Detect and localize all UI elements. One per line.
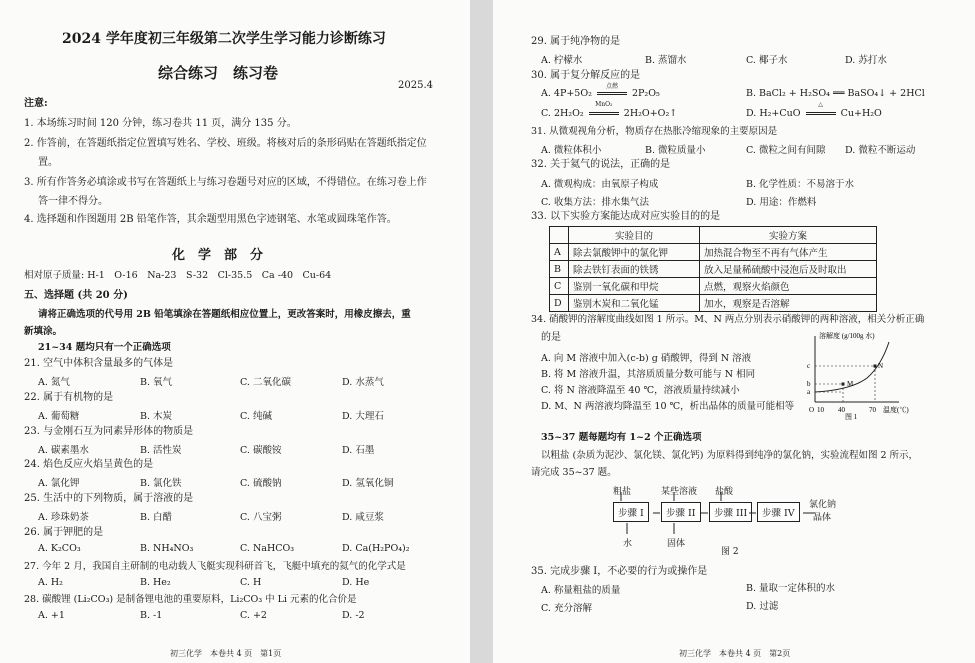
intro-text: 请完成 35~37 题。 [531, 467, 617, 478]
option-a: A. 柠檬水 [541, 55, 583, 66]
table-cell: 加水，观察是否溶解 [700, 295, 877, 312]
option-b: B. -1 [140, 610, 163, 621]
table-row [550, 295, 877, 312]
option-d: D. 微粒不断运动 [845, 145, 916, 156]
option-a: A. K₂CO₃ [38, 543, 81, 554]
point-n-marker [874, 365, 877, 368]
flow-arrows [605, 490, 825, 536]
option-c: C. H [240, 577, 262, 588]
option-b: B. 木炭 [140, 411, 173, 422]
part5-instruction: 请将正确选项的代号用 2B 铅笔填涂在答题纸相应位置上，更改答案时，用橡皮擦去，重 [38, 309, 411, 320]
option-b: B. 将 M 溶液升温，其溶质质量分数可能与 N 相同 [541, 369, 756, 380]
table-cell: 鉴别一氧化碳和甲烷 [569, 278, 700, 295]
question-stem: 34. 硝酸钾的溶解度曲线如图 1 所示。M、N 两点分别表示硝酸钾的两种溶液，相关分析正确 [531, 314, 925, 325]
point-n-label: N [878, 362, 884, 370]
option-b: B. 蒸馏水 [645, 55, 687, 66]
table-cell: 鉴别木炭和二氧化锰 [569, 295, 700, 312]
option-c: C. NaHCO₃ [240, 543, 295, 554]
flow-output-label: 水 [623, 539, 633, 549]
figure-caption: 图 1 [845, 413, 858, 420]
option-b: B. 化学性质：不易溶于水 [746, 179, 855, 190]
question-stem: 35. 完成步骤 I，不必要的行为或操作是 [531, 566, 708, 577]
figure-xlabel: 温度(℃) [883, 406, 909, 414]
option-a: A. 氮气 [38, 377, 70, 388]
notice-line: 答一律不得分。 [38, 196, 108, 207]
equation-reactants: A. 4P+5O₂ [541, 88, 592, 99]
x-tick-label: O [809, 406, 815, 414]
option-c: C. 将 N 溶液降温至 40 ℃，溶液质量持续减小 [541, 385, 740, 396]
question-stem: 22. 属于有机物的是 [24, 392, 114, 403]
table-cell: 除去氯酸钾中的氯化钾 [569, 244, 700, 261]
question-stem: 31. 从微观视角分析，物质存在热胀冷缩现象的主要原因是 [531, 126, 778, 137]
option-d: D. 水蒸气 [342, 377, 384, 388]
option-c: C. 充分溶解 [541, 603, 592, 614]
option-a [541, 83, 660, 99]
option-c: C. +2 [240, 610, 267, 621]
option-a: A. H₂ [38, 577, 63, 588]
table-header: 实验方案 [700, 227, 877, 244]
atomic-masses: 相对原子质量: H-1 O-16 Na-23 S-32 Cl-35.5 Ca -40 Cu-64 [24, 270, 332, 281]
question-stem: 24. 焰色反应火焰呈黄色的是 [24, 459, 154, 470]
table-cell: 放入足量稀硫酸中浸泡后及时取出 [700, 261, 877, 278]
option-c: C. 纯碱 [240, 411, 272, 422]
equation-reactants: D. H₂+CuO [746, 108, 801, 119]
option-c: C. 二氧化碳 [240, 377, 291, 388]
question-group-label: 35~37 题每题均有 1~2 个正确选项 [541, 432, 702, 443]
option-d: D. 用途：作燃料 [746, 197, 817, 208]
x-tick-label: 10 [817, 406, 824, 414]
option-b: B. 白醋 [140, 512, 173, 523]
reaction-condition: MnO₂ [595, 101, 613, 108]
reaction-condition: △ [818, 101, 823, 108]
exam-date: 2025.4 [398, 80, 433, 91]
question-stem: 的是 [541, 332, 561, 343]
page-footer: 初三化学 本卷共 4 页 第1页 [170, 649, 282, 658]
option-b: B. 微粒质量小 [645, 145, 706, 156]
notice-line: 置。 [38, 157, 58, 168]
x-tick-label: 70 [869, 406, 876, 414]
point-m-marker [842, 383, 845, 386]
reaction-condition: 点燃 [605, 83, 618, 90]
option-d: D. 苏打水 [845, 55, 887, 66]
option-b: B. 氧气 [140, 377, 173, 388]
question-group-label: 21~34 题均只有一个正确选项 [38, 342, 171, 353]
solubility-curve-figure [803, 328, 953, 420]
x-tick-label: 40 [838, 406, 845, 414]
question-stem: 25. 生活中的下列物质，属于溶液的是 [24, 493, 194, 504]
option-d: D. He [342, 577, 370, 588]
option-c: C. 硫酸钠 [240, 478, 282, 489]
table-cell: A [550, 244, 569, 261]
table-row [550, 261, 877, 278]
option-d: D. 氢氧化铜 [342, 478, 394, 489]
flow-step-1: 步骤 I [613, 502, 649, 522]
option-d: D. M、N 两溶液均降温至 10 ℃，析出晶体的质量可能相等 [541, 401, 795, 412]
reaction-arrow [587, 101, 621, 119]
option-b: B. 活性炭 [140, 445, 182, 456]
question-stem: 30. 属于复分解反应的是 [531, 70, 641, 81]
figure-ylabel: 溶解度 (g/100g 水) [819, 332, 875, 340]
equation-reactants: C. 2H₂O₂ [541, 108, 584, 119]
option-a: A. 珍珠奶茶 [38, 512, 89, 523]
exam-subtitle: 综合练习 练习卷 [158, 64, 279, 82]
table-cell: 加热混合物至不再有气体产生 [700, 244, 877, 261]
option-a: A. 称量粗盐的质量 [541, 585, 621, 596]
question-stem: 26. 属于钾肥的是 [24, 527, 104, 538]
flow-product-label: 晶体 [813, 513, 832, 523]
notice-heading: 注意: [24, 98, 48, 109]
table-cell: C [550, 278, 569, 295]
option-d: D. 石墨 [342, 445, 375, 456]
option-b: B. NH₄NO₃ [140, 543, 194, 554]
option-b: B. BaCl₂ + H₂SO₄ ══ BaSO₄↓ + 2HCl [746, 88, 925, 99]
option-d: D. Ca(H₂PO₄)₂ [342, 543, 410, 554]
flow-output-label: 固体 [667, 539, 686, 549]
point-m-label: M [847, 380, 854, 388]
notice-line: 4. 选择题和作图题用 2B 铅笔作答，其余题型用黑色字迹钢笔、水笔或圆珠笔作答。 [24, 214, 397, 225]
option-a: A. 碳素墨水 [38, 445, 89, 456]
reaction-arrow [804, 101, 838, 119]
exam-page-2 [493, 0, 975, 663]
option-d: D. -2 [342, 610, 365, 621]
table-cell: D [550, 295, 569, 312]
table-row [550, 244, 877, 261]
option-c: C. 碳酸铵 [240, 445, 282, 456]
notice-line: 3. 所有作答务必填涂或书写在答题纸上与练习卷题号对应的区域，不得错位。在练习卷上作 [24, 177, 427, 188]
equation-products: 2H₂O+O₂↑ [623, 108, 678, 119]
notice-line: 1. 本场练习时间 120 分钟，练习卷共 11 页，满分 135 分。 [24, 118, 297, 129]
flow-step-3: 步骤 III [709, 502, 752, 522]
option-a: A. 葡萄糖 [38, 411, 80, 422]
option-b: B. 量取一定体积的水 [746, 583, 836, 594]
option-a: A. 氯化钾 [38, 478, 80, 489]
table-cell: 点燃，观察火焰颜色 [700, 278, 877, 295]
table-header-row [550, 227, 877, 244]
y-tick-label: a [807, 388, 811, 396]
question-stem: 32. 关于氦气的说法，正确的是 [531, 159, 671, 170]
figure-caption: 图 2 [721, 547, 739, 557]
option-c: C. 收集方法：排水集气法 [541, 197, 649, 208]
question-stem: 28. 碳酸锂 (Li₂CO₃) 是制备锂电池的重要原料，Li₂CO₃ 中 Li 元素的化合价是 [24, 594, 357, 605]
option-d [746, 101, 882, 119]
option-a: A. +1 [38, 610, 65, 621]
question-stem: 27. 今年 2 月，我国自主研制的电动载人飞艇实现科研首飞，飞艇中填充的氦气的化学式是 [24, 561, 406, 572]
flow-input-label: 某些溶液 [661, 487, 698, 497]
table-header: 实验目的 [569, 227, 700, 244]
experiment-table [549, 226, 877, 312]
table-row [550, 278, 877, 295]
option-d: D. 过滤 [746, 601, 779, 612]
page-footer: 初三化学 本卷共 4 页 第2页 [679, 649, 791, 658]
flow-product-label: 氯化钠 [809, 500, 837, 510]
question-stem: 23. 与金刚石互为同素异形体的物质是 [24, 426, 194, 437]
question-stem: 33. 以下实验方案能达成对应实验目的的是 [531, 211, 721, 222]
equation-products: 2P₂O₅ [632, 88, 660, 99]
exam-title: 2024 学年度初三年级第二次学生学习能力诊断练习 [62, 31, 386, 47]
option-d: D. 咸豆浆 [342, 512, 384, 523]
option-a: A. 微观构成：由氧原子构成 [541, 179, 659, 190]
equation-products: Cu+H₂O [840, 108, 882, 119]
option-c: C. 八宝粥 [240, 512, 282, 523]
part5-title: 五、选择题 (共 20 分) [24, 290, 128, 301]
option-d: D. 大理石 [342, 411, 384, 422]
flow-input-label: 盐酸 [715, 487, 734, 497]
intro-text: 以粗盐 (杂质为泥沙、氯化镁、氯化钙) 为原料得到纯净的氯化钠，实验流程如图 2 所示， [541, 450, 919, 461]
option-c [541, 101, 678, 119]
part5-instruction: 新填涂。 [24, 326, 63, 337]
table-cell: 除去铁钉表面的铁锈 [569, 261, 700, 278]
notice-line: 2. 作答前，在答题纸指定位置填写姓名、学校、班级。将核对后的条形码贴在答题纸指定位 [24, 138, 427, 149]
y-tick-label: c [807, 362, 811, 370]
section-title: 化 学 部 分 [172, 248, 264, 263]
flow-step-2: 步骤 II [661, 502, 701, 522]
exam-page-1 [0, 0, 470, 663]
flow-input-label: 粗盐 [613, 487, 632, 497]
question-stem: 29. 属于纯净物的是 [531, 36, 621, 47]
table-cell: B [550, 261, 569, 278]
option-b: B. 氯化铁 [140, 478, 182, 489]
question-stem: 21. 空气中体积含量最多的气体是 [24, 358, 174, 369]
option-c: C. 椰子水 [746, 55, 788, 66]
option-c: C. 微粒之间有间隙 [746, 145, 826, 156]
option-a: A. 向 M 溶液中加入(c-b) g 硝酸钾，得到 N 溶液 [541, 353, 752, 364]
option-a: A. 微粒体积小 [541, 145, 602, 156]
reaction-arrow [595, 83, 629, 99]
y-tick-label: b [807, 380, 811, 388]
option-b: B. He₂ [140, 577, 171, 588]
flow-step-4: 步骤 IV [757, 502, 800, 522]
